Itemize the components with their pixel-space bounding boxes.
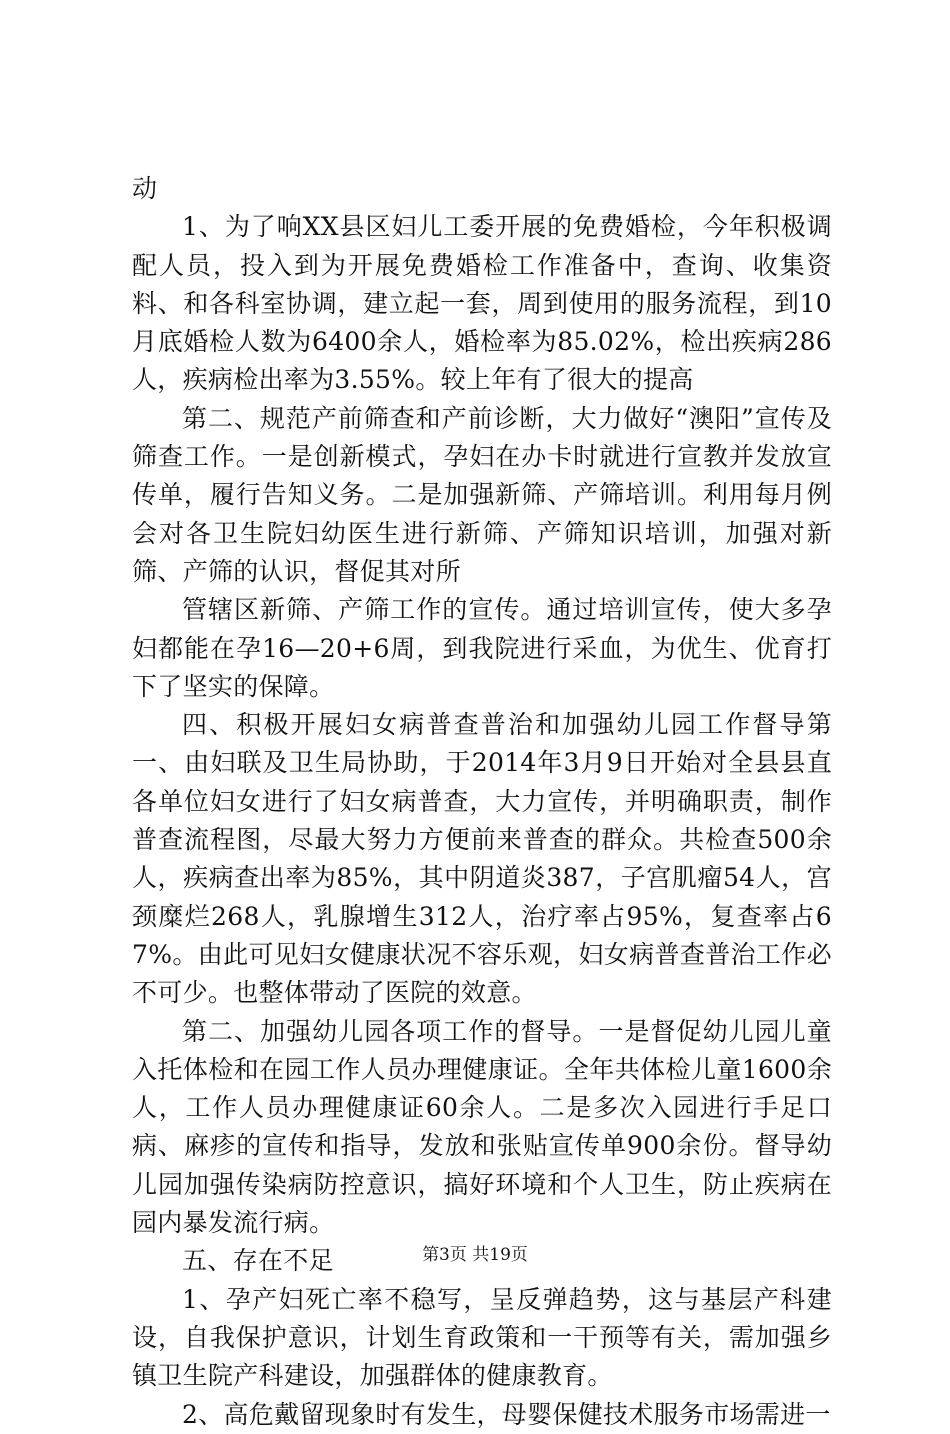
paragraph-screening-publicity: 管辖区新筛、产筛工作的宣传。通过培训宣传，使大多孕妇都能在孕16—20+6周，到我院进行采血，为优生、优育打下了坚实的保障。 xyxy=(132,595,832,701)
paragraph-maternal-mortality: 1、孕产妇死亡率不稳写，呈反弹趋势，这与基层产科建设，自我保护意识，计划生育政策和一干预等有关，需加强乡镇卫生院产科建设，加强群体的健康教育。 xyxy=(132,1284,832,1391)
paragraph-prenatal-screening: 第二、规范产前筛查和产前诊断，大力做好“澳阳”宣传及筛查工作。一是创新模式，孕妇在办卡时就进行宣教并发放宣传单，履行告知义务。二是加强新筛、产筛培训。利用每月例会对各卫生院妇幼医生进行新筛、产筛知识培训，加强对新筛、产筛的认识，督促其对所 xyxy=(132,403,832,586)
section-heading-shortcomings: 五、存在不足 xyxy=(182,1246,334,1276)
paragraph-premarital-exam: 1、为了响XX县区妇儿工委开展的免费婚检，今年积极调配人员，投入到为开展免费婚检工作准备中，查询、收集资料、和各科室协调，建立起一套，周到使用的服务流程，到10月底婚检人数为6400余人，婚检率为85.02%，检出疾病286人，疾病检出率为3.55%。较上年有了很大的提高 xyxy=(132,212,832,395)
paragraph-continuation: 动 xyxy=(132,174,158,203)
paragraph-womens-disease-survey: 四、积极开展妇女病普查普治和加强幼儿园工作督导第一、由妇联及卫生局协助，于2014年3月9日开始对全县县直各单位妇女进行了妇女病普查，大力宣传，并明确职责，制作普查流程图，尽最大努力方便前来普查的群众。共检查500余人，疾病查出率为85%，其中阴道炎387，子宫肌瘤54人，宫颈糜烂268人，乳腺增生312人，治疗率占95%，复查率占67%。由此可见妇女健康状况不容乐观，妇女病普查普治工作必不可少。也整体带动了医院的效意。 xyxy=(132,710,832,1008)
paragraph-high-risk: 2、高危戴留现象时有发生，母婴保健技术服务市场需进一 xyxy=(182,1399,831,1429)
page-number-footer: 第3页 共19页 xyxy=(422,1245,528,1265)
paragraph-kindergarten-supervision: 第二、加强幼儿园各项工作的督导。一是督促幼儿园儿童入托体检和在园工作人员办理健康证。全年共体检儿童1600余人，工作人员办理健康证60余人。二是多次入园进行手足口病、麻疹的宣传和指导，发放和张贴宣传单900余份。督导幼儿园加强传染病防控意识，搞好环境和个人卫生，防止疾病在园内暴发流行病。 xyxy=(132,1016,832,1238)
